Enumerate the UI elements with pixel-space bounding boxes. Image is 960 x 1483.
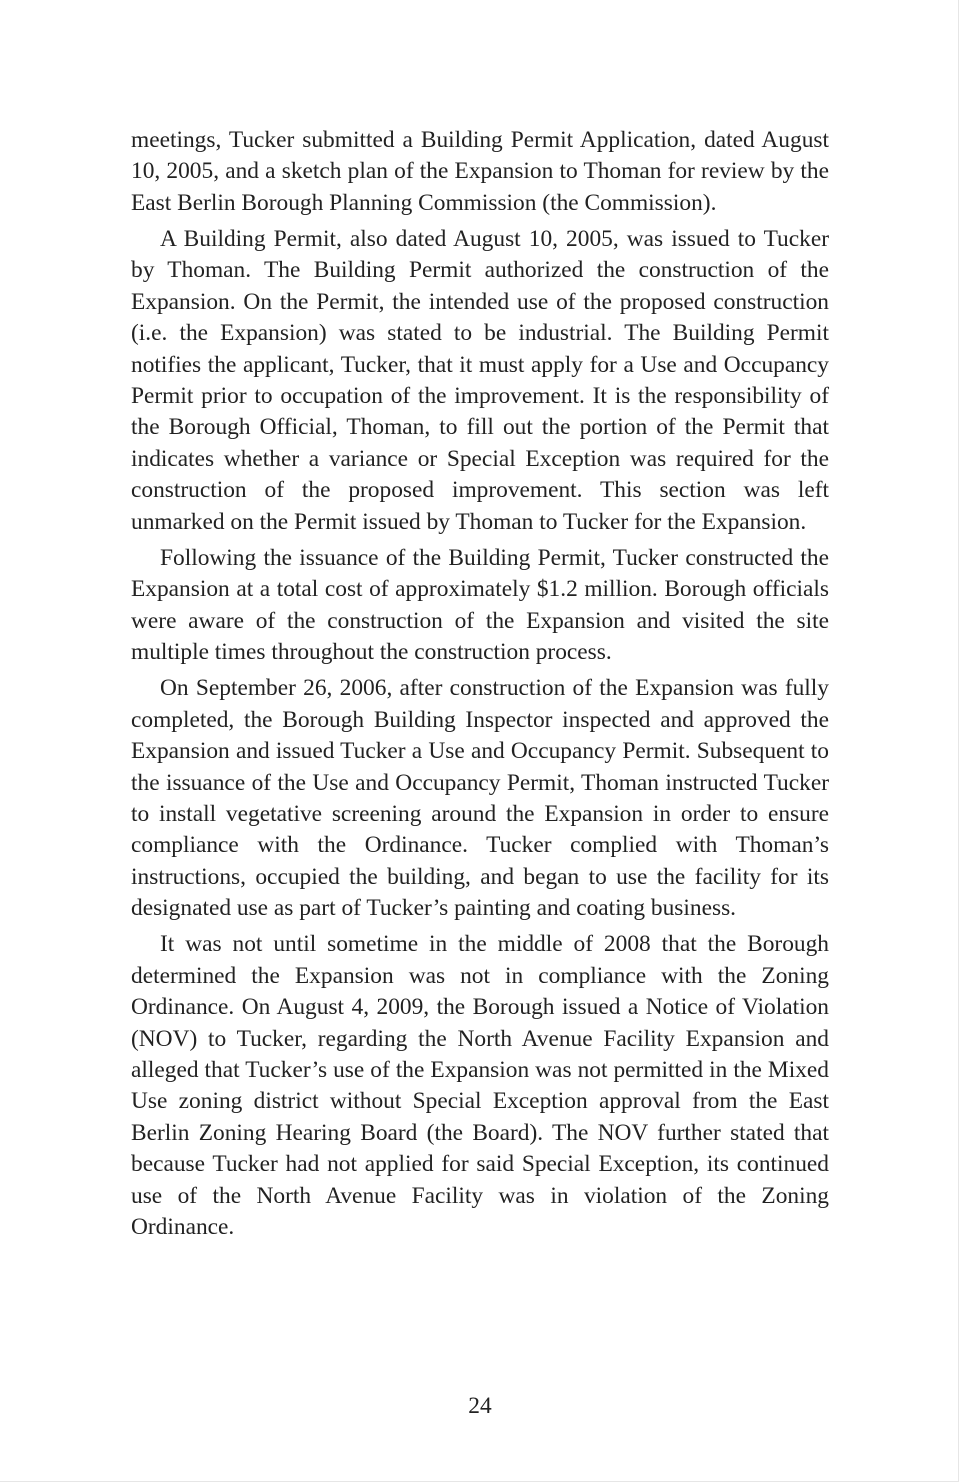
paragraph: It was not until sometime in the middle of 2008 that the Borough determined the Expansion was not in compliance with the Zoning Ordinance. On August 4, 2009, the Borough issued a Notice of Violation (NOV) to Tucker, regarding the North Avenue Facility Expansion and alleged that Tucker’s use of the Expansion was not permitted in the Mixed Use zoning district without Special Exception approval from the East Berlin Zoning Hearing Board (the Board). The NOV further stated that because Tucker had not applied for said Special Exception, its continued use of the North Avenue Facility was in violation of the Zoning Ordinance. [131, 931, 829, 1240]
body-text [131, 125, 829, 1248]
paragraph: A Building Permit, also dated August 10, 2005, was issued to Tucker by Thoman. The Building Permit authorized the construction of the Expansion. On the Permit, the intended use of the proposed construction (i.e. the Expansion) was stated to be industrial. The Building Permit notifies the applicant, Tucker, that it must apply for a Use and Occupancy Permit prior to occupation of the improvement. It is the responsibility of the Borough Official, Thoman, to fill out the portion of the Permit that indicates whether a variance or Special Exception was required for the construction of the proposed improvement. This section was left unmarked on the Permit issued by Thoman to Tucker for the Expansion. [131, 226, 829, 535]
paragraph-continued: meetings, Tucker submitted a Building Permit Application, dated August 10, 2005, and a sketch plan of the Expansion to Thoman for review by the East Berlin Borough Planning Commission (the Commission). [131, 127, 829, 216]
page-number: 24 [468, 1393, 492, 1419]
paragraph: Following the issuance of the Building Permit, Tucker constructed the Expansion at a total cost of approximately $1.2 million. Borough officials were aware of the construction of the Expansion and visited the site multiple times throughout the construction process. [131, 544, 829, 666]
paragraph: On September 26, 2006, after construction of the Expansion was fully completed, the Borough Building Inspector inspected and approved the Expansion and issued Tucker a Use and Occupancy Permit. Subsequent to the issuance of the Use and Occupancy Permit, Thoman instructed Tucker to install vegetative screening around the Expansion in order to ensure compliance with the Ordinance. Tucker complied with Thoman’s instructions, occupied the building, and began to use the facility for its designated use as part of Tucker’s painting and coating business. [131, 675, 829, 922]
